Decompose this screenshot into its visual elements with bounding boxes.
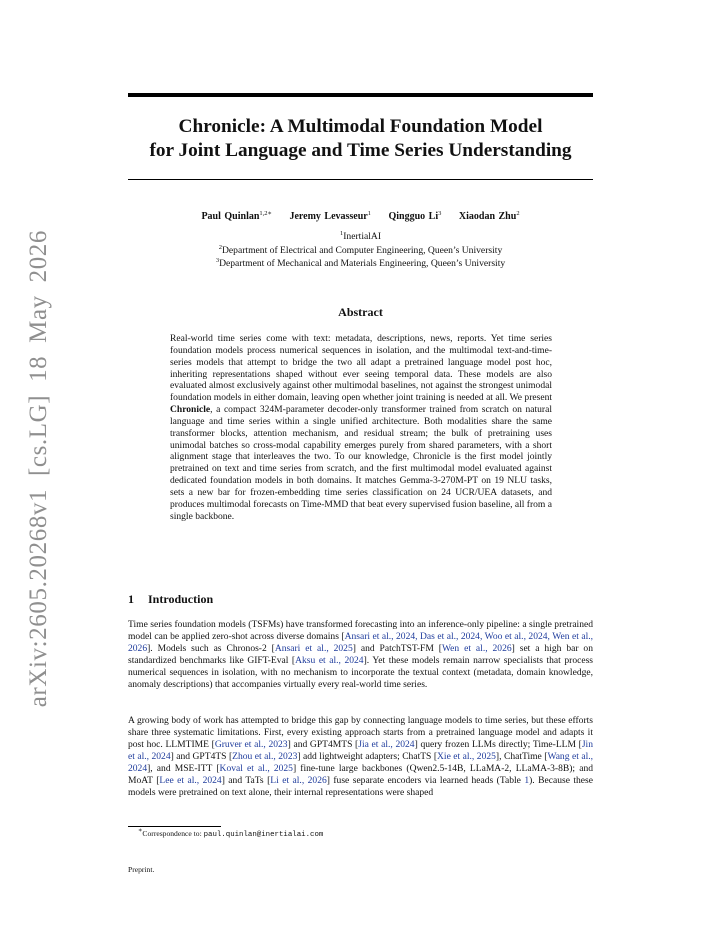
affiliation-text: Department of Mechanical and Materials Engineering, Queen’s University	[219, 258, 506, 269]
section-title: Introduction	[148, 592, 214, 606]
paper-title	[128, 115, 593, 163]
title-top-rule	[128, 93, 593, 97]
footnote-email[interactable]: paul.quinlan@inertialai.com	[203, 831, 324, 839]
author-affiliation-mark: 1	[367, 210, 371, 217]
preprint-label: Preprint.	[128, 865, 155, 874]
citation-link[interactable]: Koval et al., 2025	[219, 762, 293, 774]
author-list	[128, 210, 593, 224]
abstract-body: Real-world time series come with text: metadata, descriptions, news, reports. Yet time series foundation models process numerical sequences in isolation, and the multimodal text-and-time-series models that attempt to bridge the two all adapt a pretrained language model post hoc, inheriting representations shaped without ever seeing temporal data. These models are also evaluated almost exclusively against other multimodal baselines, not against the strongest unimodal foundation models in either domain, leaving open whether joint training is needed at all. We present Chronicle, a compact 324M-parameter decoder-only transformer trained from scratch on natural language and time series within a single unified architecture. Both modalities share the same transformer blocks, attention mechanism, and residual stream; the bulk of pretraining uses unimodal batches so cross-modal capability emerges purely from shared parameters, with a short alignment stage that interleaves the two. To our knowledge, Chronicle is the first model jointly pretrained on text and time series from scratch, and the first multimodal model evaluated against dedicated foundation models in both domains. It matches Gemma-3-270M-PT on 19 NLU tasks, sets a new bar for frozen-embedding time series classification on 24 UCR/UEA datasets, and produces multimodal forecasts on Time-MMD that beat every supervised fusion baseline, all from a single backbone.	[170, 333, 552, 522]
title-bottom-rule	[128, 179, 593, 180]
author-name: Xiaodan Zhu	[458, 211, 517, 222]
intro-paragraph-2: A growing body of work has attempted to bridge this gap by connecting language models to time series, but these efforts share three systematic limitations. First, every existing approach starts from a pretrained language model and adapts it post hoc. LLMTIME [Gruver et al., 2023] and GPT4MTS [Jia et al., 2024] query frozen LLMs directly; Time-LLM [Jin et al., 2024] and GPT4TS [Zhou et al., 2023] add lightweight adapters; ChatTS [Xie et al., 2025], ChatTime [Wang et al., 2024], and MSE-ITT [Koval et al., 2025] fine-tune large backbones (Qwen2.5-14B, LLaMA-2, LLaMA-3-8B); and MoAT [Lee et al., 2024] and TaTs [Li et al., 2026] fuse separate encoders via learned heads (Table 1). Because these models were pretrained on text alone, their internal representations were shaped	[128, 715, 594, 798]
model-name: Chronicle	[170, 404, 211, 416]
citation-link[interactable]: Li et al., 2026	[270, 774, 327, 786]
citation-link[interactable]: Ansari et al., 2024, Das et al., 2024, Woo et al., 2024, Wen et al., 2026	[128, 630, 594, 654]
affiliation-mark: 1	[339, 230, 344, 237]
arxiv-identifier: arXiv:2605.20268v1 [cs.LG] 18 May 2026	[25, 230, 52, 708]
affiliation	[128, 230, 593, 243]
citation-link[interactable]: Xie et al., 2025	[437, 750, 496, 762]
affiliation	[128, 244, 593, 257]
author-affiliation-mark: 3	[438, 210, 442, 217]
affiliation-mark: 3	[215, 257, 220, 264]
section-number: 1	[128, 592, 134, 606]
citation-link[interactable]: Gruver et al., 2023	[214, 738, 288, 750]
arxiv-sidebar	[22, 230, 56, 708]
section-heading	[128, 592, 213, 607]
abstract-heading: Abstract	[338, 305, 383, 319]
title-line-2: for Joint Language and Time Series Understanding	[149, 140, 572, 161]
affiliation-mark: 2	[218, 244, 222, 251]
footnote	[138, 829, 323, 839]
author-affiliation-mark: 1,2∗	[259, 210, 272, 217]
citation-link[interactable]: Jia et al., 2024	[358, 738, 415, 750]
table-reference-link[interactable]: 1	[524, 774, 530, 786]
footnote-mark: ∗	[138, 827, 143, 834]
author-name: Jeremy Levasseur	[289, 211, 368, 222]
footnote-text: Correspondence to:	[142, 829, 204, 838]
citation-link[interactable]: Lee et al., 2024	[159, 774, 222, 786]
affiliation-text: InertialAI	[343, 231, 382, 242]
citation-link[interactable]: Jin et al., 2024	[128, 738, 593, 762]
author-affiliation-mark: 2	[516, 210, 520, 217]
intro-paragraph-1: Time series foundation models (TSFMs) have transformed forecasting into an inference-only pipeline: a single pretrained model can be applied zero-shot across diverse domains [Ansari et al., 2024, Das et al., 2024, Woo et al., 2024, Wen et al., 2026]. Models such as Chronos-2 [Ansari et al., 2025] and PatchTST-FM [Wen et al., 2026] set a high bar on standardized benchmarks like GIFT-Eval [Aksu et al., 2024]. Yet these models remain narrow specialists that process numerical sequences in isolation, with no mechanism to incorporate the textual context (metadata, domain knowledge, anomaly descriptions) that accompanies virtually every real-world time series.	[128, 619, 594, 690]
title-line-1: Chronicle: A Multimodal Foundation Model	[178, 116, 543, 137]
affiliation	[128, 257, 593, 270]
citation-link[interactable]: Aksu et al., 2024	[295, 654, 364, 666]
author-name: Qingguo Li	[388, 211, 439, 222]
citation-link[interactable]: Ansari et al., 2025	[274, 642, 353, 654]
author-name: Paul Quinlan	[201, 211, 260, 222]
citation-link[interactable]: Wang et al., 2024	[128, 750, 593, 774]
affiliation-text: Department of Electrical and Computer Engineering, Queen’s University	[221, 245, 503, 256]
citation-link[interactable]: Wen et al., 2026	[441, 642, 512, 654]
citation-link[interactable]: Zhou et al., 2023	[232, 750, 298, 762]
